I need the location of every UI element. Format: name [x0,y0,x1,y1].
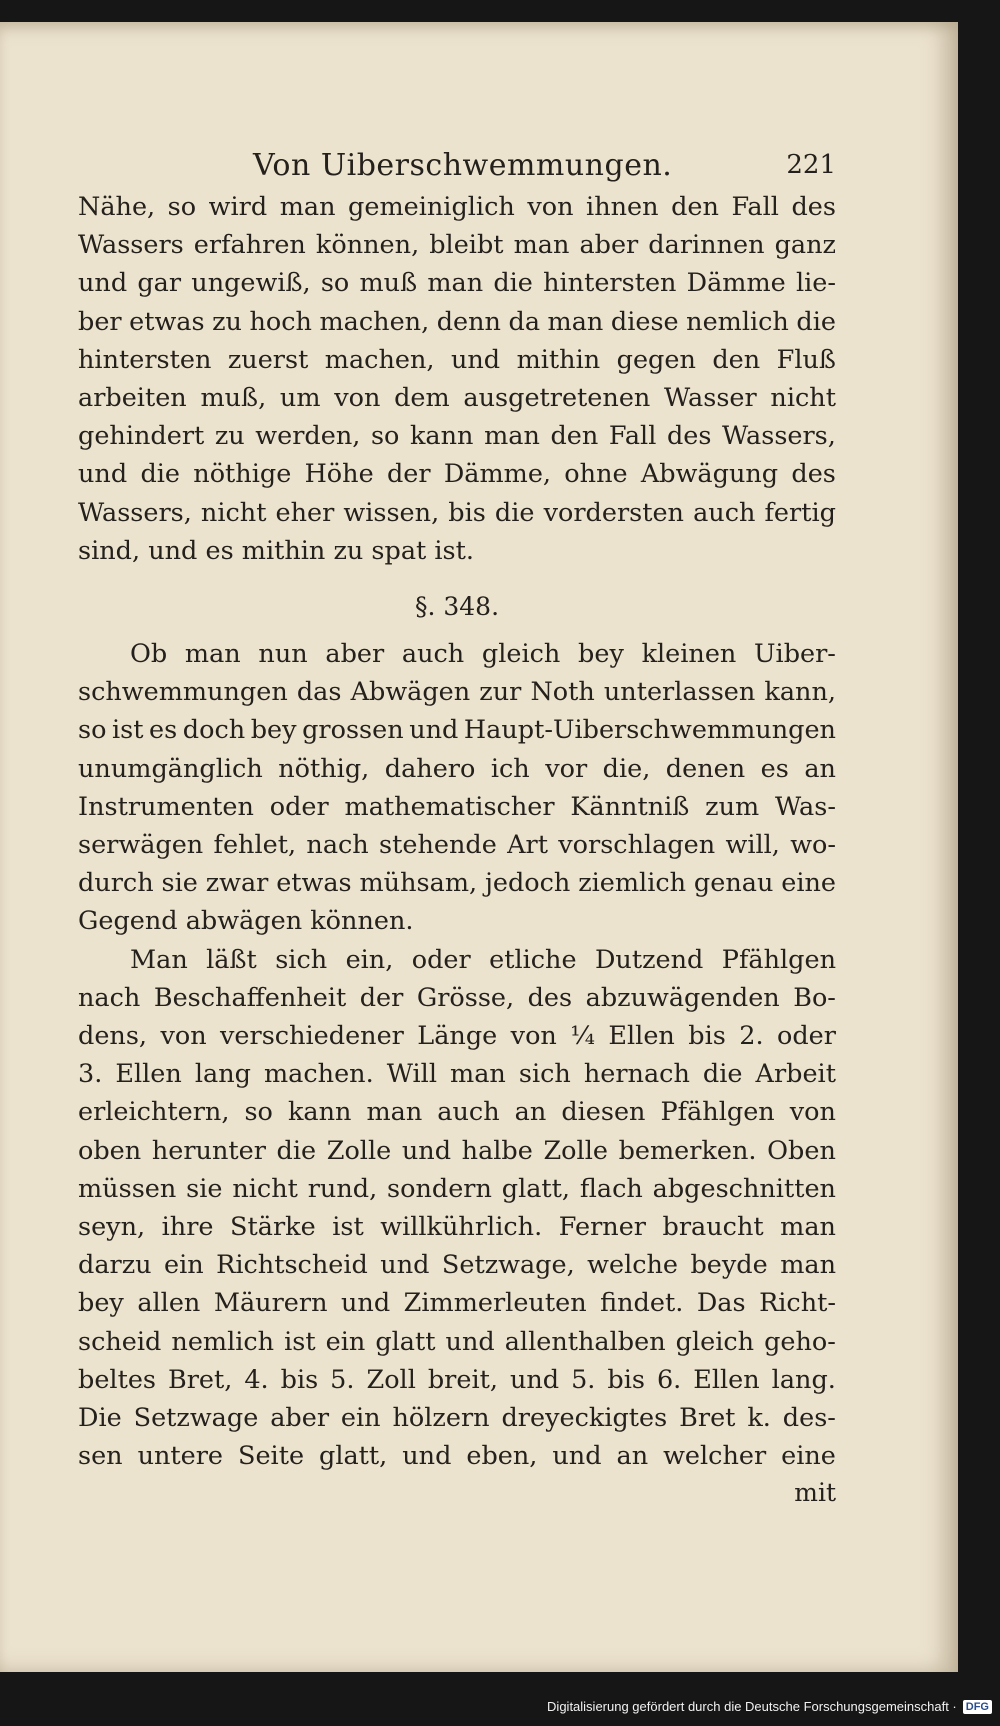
text-line: erleichtern, so kann man auch an diesen Pfählgen von [78,1097,836,1128]
text-line: bey allen Mäurern und Zimmerleuten findet. Das Richt- [78,1288,836,1319]
paragraph-2 [78,635,836,941]
text-line: so ist es doch bey grossen und Haupt-Uiberschwemmungen [78,715,836,746]
credit-text: Digitalisierung gefördert durch die Deutsche Forschungsgemeinschaft · [547,1699,957,1714]
text-line: Wassers, nicht eher wissen, bis die vordersten auch fertig [78,497,836,528]
text-line: und gar ungewiß, so muß man die hintersten Dämme lie- [78,268,836,299]
text-line: Wassers erfahren können, bleibt man aber darinnen ganz [78,230,836,261]
text-line: sen untere Seite glatt, und eben, und an welcher eine [78,1441,836,1472]
text-line: schwemmungen das Abwägen zur Noth unterlassen kann, [78,677,836,708]
digitization-credit [547,1699,992,1714]
running-title: Von Uiberschwemmungen. [253,148,673,183]
text-line: nach Beschaffenheit der Grösse, des abzuwägenden Bo- [78,982,836,1013]
text-line: Man läßt sich ein, oder etliche Dutzend Pfählgen [130,944,836,975]
page-content [78,132,836,1507]
text-line: gehindert zu werden, so kann man den Fall des Wassers, [78,421,836,452]
text-line: Instrumenten oder mathematischer Känntniß zum Was- [78,791,836,822]
text-line: Nähe, so wird man gemeiniglich von ihnen den Fall des [78,192,836,222]
catchword: mit [794,1477,836,1507]
paragraph-3 [78,941,836,1476]
text-line: unumgänglich nöthig, dahero ich vor die, denen es an [78,753,836,784]
text-line: seyn, ihre Stärke ist willkührlich. Ferner braucht man [78,1212,836,1243]
text-line: darzu ein Richtscheid und Setzwage, welche beyde man [78,1250,836,1281]
paragraph-1 [78,188,836,570]
dfg-logo: DFG [963,1700,992,1714]
page-number: 221 [786,150,836,180]
text-line: beltes Bret, 4. bis 5. Zoll breit, und 5. bis 6. Ellen lang. [78,1364,836,1395]
text-line: hintersten zuerst machen, und mithin gegen den Fluß [78,344,836,375]
text-line: arbeiten muß, um von dem ausgetretenen Wasser nicht [78,383,836,414]
text-line: oben herunter die Zolle und halbe Zolle bemerken. Oben [78,1135,836,1166]
text-line: und die nöthige Höhe der Dämme, ohne Abwägung des [78,459,836,490]
section-heading: §. 348. [414,592,500,622]
text-line: dens, von verschiedener Länge von ¼ Ellen bis 2. oder [78,1021,836,1052]
text-line: ber etwas zu hoch machen, denn da man diese nemlich die [78,306,836,337]
text-line: müssen sie nicht rund, sondern glatt, flach abgeschnitten [78,1173,836,1204]
text-line: Die Setzwage aber ein hölzern dreyeckigtes Bret k. des- [78,1403,836,1434]
text-line: Ob man nun aber auch gleich bey kleinen Uiber- [130,639,836,670]
text-line: sind, und es mithin zu spat ist. [78,535,474,566]
book-page [0,22,958,1672]
running-head [78,132,836,188]
text-line: durch sie zwar etwas mühsam, jedoch ziemlich genau eine [78,868,836,899]
text-line: 3. Ellen lang machen. Will man sich hernach die Arbeit [78,1059,836,1090]
text-line: serwägen fehlet, nach stehende Art vorschlagen will, wo- [78,830,836,861]
text-line: Gegend abwägen können. [78,906,414,937]
text-line: scheid nemlich ist ein glatt und allenthalben gleich geho- [78,1326,836,1357]
